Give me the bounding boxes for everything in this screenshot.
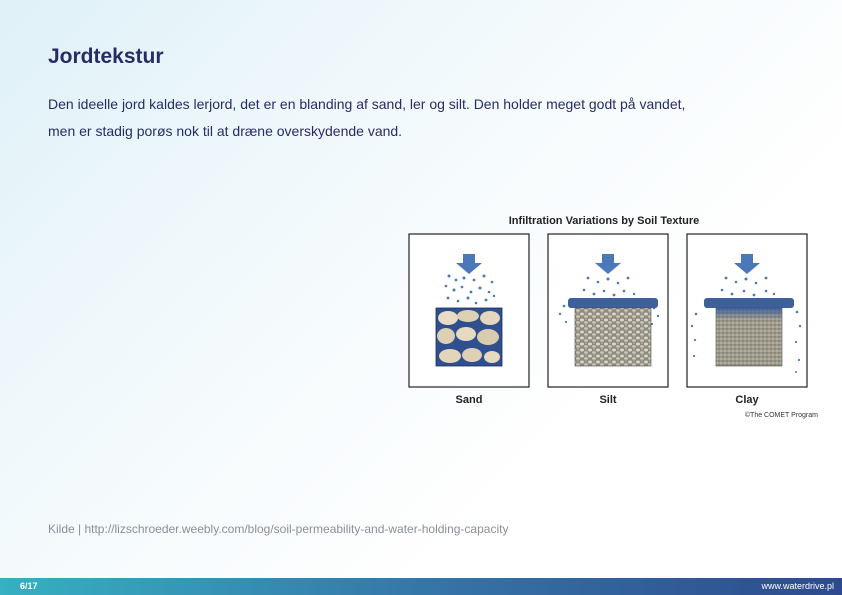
clay-label: Clay [735,394,759,406]
footer-bar [0,578,842,595]
sand-panel [409,234,529,406]
figure-title: Infiltration Variations by Soil Texture [508,215,700,227]
figure-credit: ©The COMET Program [744,412,818,419]
silt-soil-block [575,308,651,366]
page-number: 6/17 [20,581,38,591]
sand-soil-block [436,308,502,366]
soil-infiltration-figure [404,210,824,420]
clay-water-layer [704,298,794,308]
source-citation: Kilde | http://lizschroeder.weebly.com/blog/soil-permeability-and-water-holding-capacity [48,522,509,536]
silt-water-layer [568,298,658,308]
slide-title: Jordtekstur [48,45,164,68]
slide-body [48,91,708,145]
silt-label: Silt [599,394,617,406]
silt-panel [548,234,668,406]
body-line-1: Den ideelle jord kaldes lerjord, det er en blanding af sand, ler og silt. Den holder meget godt på vandet, [48,96,686,112]
sand-label: Sand [455,394,483,406]
body-line-2: men er stadig porøs nok til at dræne overskydende vand. [48,123,403,139]
clay-panel [687,234,807,406]
footer-url-link[interactable]: www.waterdrive.pl [761,581,834,591]
